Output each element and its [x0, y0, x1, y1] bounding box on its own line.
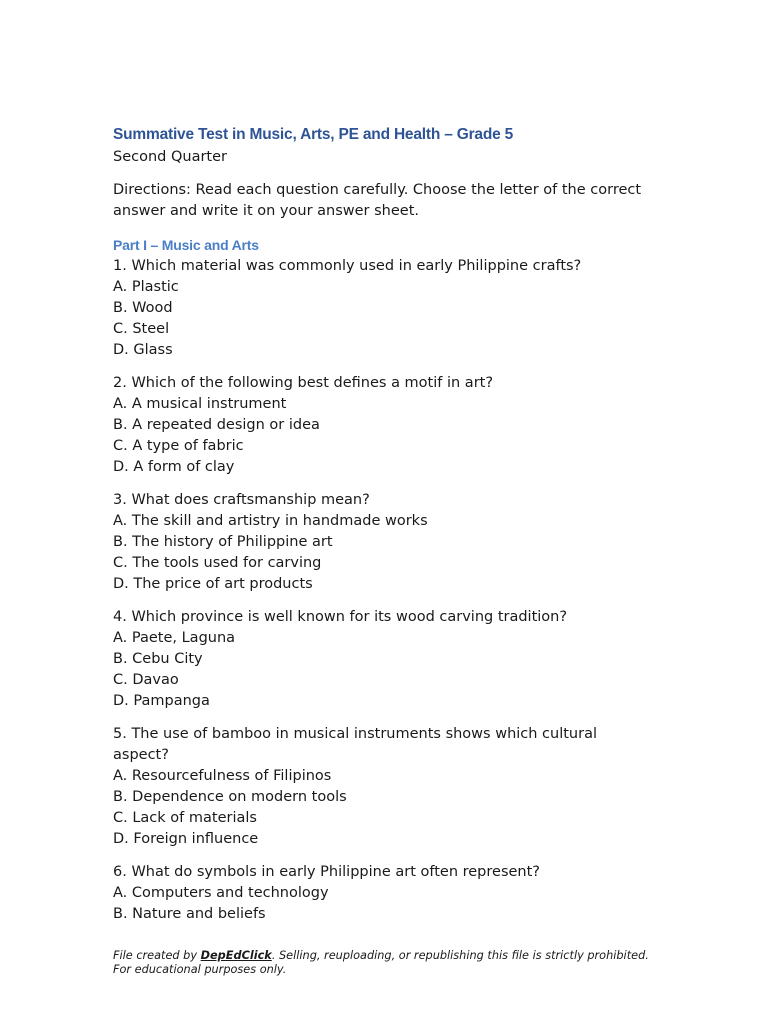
footer-prefix: File created by	[113, 949, 201, 962]
choice-a: A. Plastic	[113, 279, 179, 295]
choice-b: B. Cebu City	[113, 651, 203, 667]
question-text: 4. Which province is well known for its wood carving tradition?	[113, 609, 568, 625]
question-6	[113, 862, 653, 925]
choice-c: C. The tools used for carving	[113, 555, 322, 571]
question-5	[113, 724, 653, 850]
directions-text: Directions: Read each question carefully. Choose the letter of the correct answer and write it on your answer sheet.	[113, 182, 642, 219]
page-footer	[113, 949, 673, 977]
choice-b: B. Dependence on modern tools	[113, 789, 347, 805]
choice-d: D. Pampanga	[113, 693, 210, 709]
footer-line-2: For educational purposes only.	[113, 963, 287, 976]
question-text: 3. What does craftsmanship mean?	[113, 492, 370, 508]
choice-d: D. Glass	[113, 342, 173, 358]
choice-d: D. Foreign influence	[113, 831, 259, 847]
choice-c: C. A type of fabric	[113, 438, 244, 454]
question-4	[113, 607, 653, 712]
footer-line-1	[113, 949, 673, 963]
question-2	[113, 373, 653, 478]
depedclick-link[interactable]: DepEdClick	[200, 949, 272, 962]
choice-b: B. The history of Philippine art	[113, 534, 333, 550]
choice-c: C. Steel	[113, 321, 170, 337]
choice-a: A. Resourcefulness of Filipinos	[113, 768, 332, 784]
choice-d: D. The price of art products	[113, 576, 313, 592]
choice-b: B. Nature and beliefs	[113, 906, 266, 922]
part-heading: Part I – Music and Arts	[113, 237, 259, 253]
question-text: 5. The use of bamboo in musical instruments shows which cultural aspect?	[113, 726, 597, 763]
question-text: 1. Which material was commonly used in early Philippine crafts?	[113, 258, 582, 274]
choice-b: B. Wood	[113, 300, 173, 316]
choice-b: B. A repeated design or idea	[113, 417, 320, 433]
question-text: 2. Which of the following best defines a motif in art?	[113, 375, 494, 391]
document-subtitle: Second Quarter	[113, 149, 227, 165]
choice-a: A. The skill and artistry in handmade works	[113, 513, 428, 529]
document-title: Summative Test in Music, Arts, PE and Health – Grade 5	[113, 126, 514, 143]
choice-c: C. Lack of materials	[113, 810, 257, 826]
document-page	[113, 124, 653, 937]
choice-a: A. Computers and technology	[113, 885, 329, 901]
question-list	[113, 256, 653, 925]
choice-c: C. Davao	[113, 672, 179, 688]
question-1	[113, 256, 653, 361]
choice-a: A. A musical instrument	[113, 396, 287, 412]
question-text: 6. What do symbols in early Philippine art often represent?	[113, 864, 540, 880]
choice-d: D. A form of clay	[113, 459, 235, 475]
choice-a: A. Paete, Laguna	[113, 630, 236, 646]
footer-suffix: . Selling, reuploading, or republishing this file is strictly prohibited.	[271, 949, 649, 962]
question-3	[113, 490, 653, 595]
